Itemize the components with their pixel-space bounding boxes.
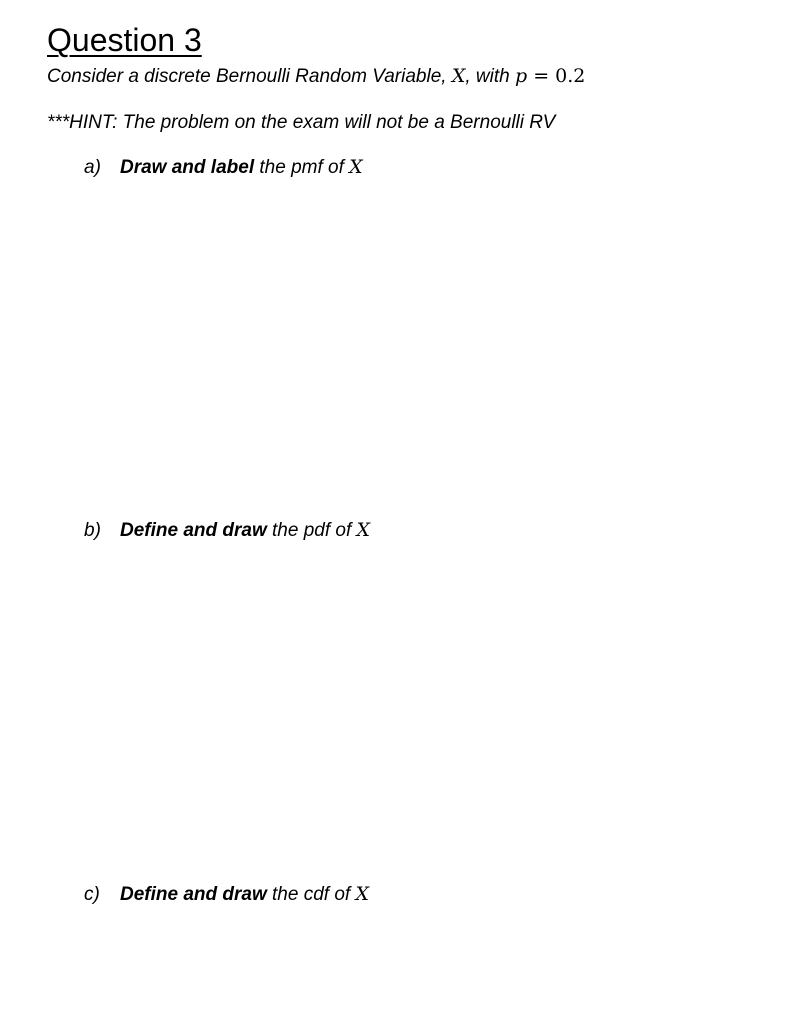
part-b-variable: X — [356, 519, 371, 541]
part-a-variable: X — [349, 156, 363, 178]
question-title: Question 3 — [47, 22, 202, 58]
part-a-text: the pmf of — [254, 157, 350, 178]
intro-text: Consider a discrete Bernoulli Random Variable, — [47, 66, 452, 87]
intro-p-symbol: p — [515, 65, 528, 87]
part-b-label: b) — [84, 520, 101, 541]
part-b-bold-text: Define and draw — [120, 520, 267, 541]
hint-text: ***HINT: The problem on the exam will not be a Bernoulli RV — [47, 112, 556, 133]
question-intro — [47, 64, 585, 89]
part-c-bold-text: Define and draw — [120, 884, 267, 905]
part-c-label: c) — [84, 884, 100, 905]
part-c-variable: X — [355, 883, 370, 905]
part-c-text: the cdf of — [266, 884, 356, 905]
intro-p-value: 0.2 — [555, 65, 586, 87]
part-a-label: a) — [84, 157, 101, 178]
part-a — [84, 155, 363, 180]
part-b-text: the pdf of — [266, 520, 357, 541]
intro-variable: X — [451, 65, 466, 87]
part-a-bold-text: Draw and label — [120, 157, 255, 178]
intro-equals: = — [527, 65, 556, 87]
intro-mid: , with — [465, 66, 515, 87]
part-c — [84, 882, 369, 907]
part-b — [84, 518, 370, 543]
